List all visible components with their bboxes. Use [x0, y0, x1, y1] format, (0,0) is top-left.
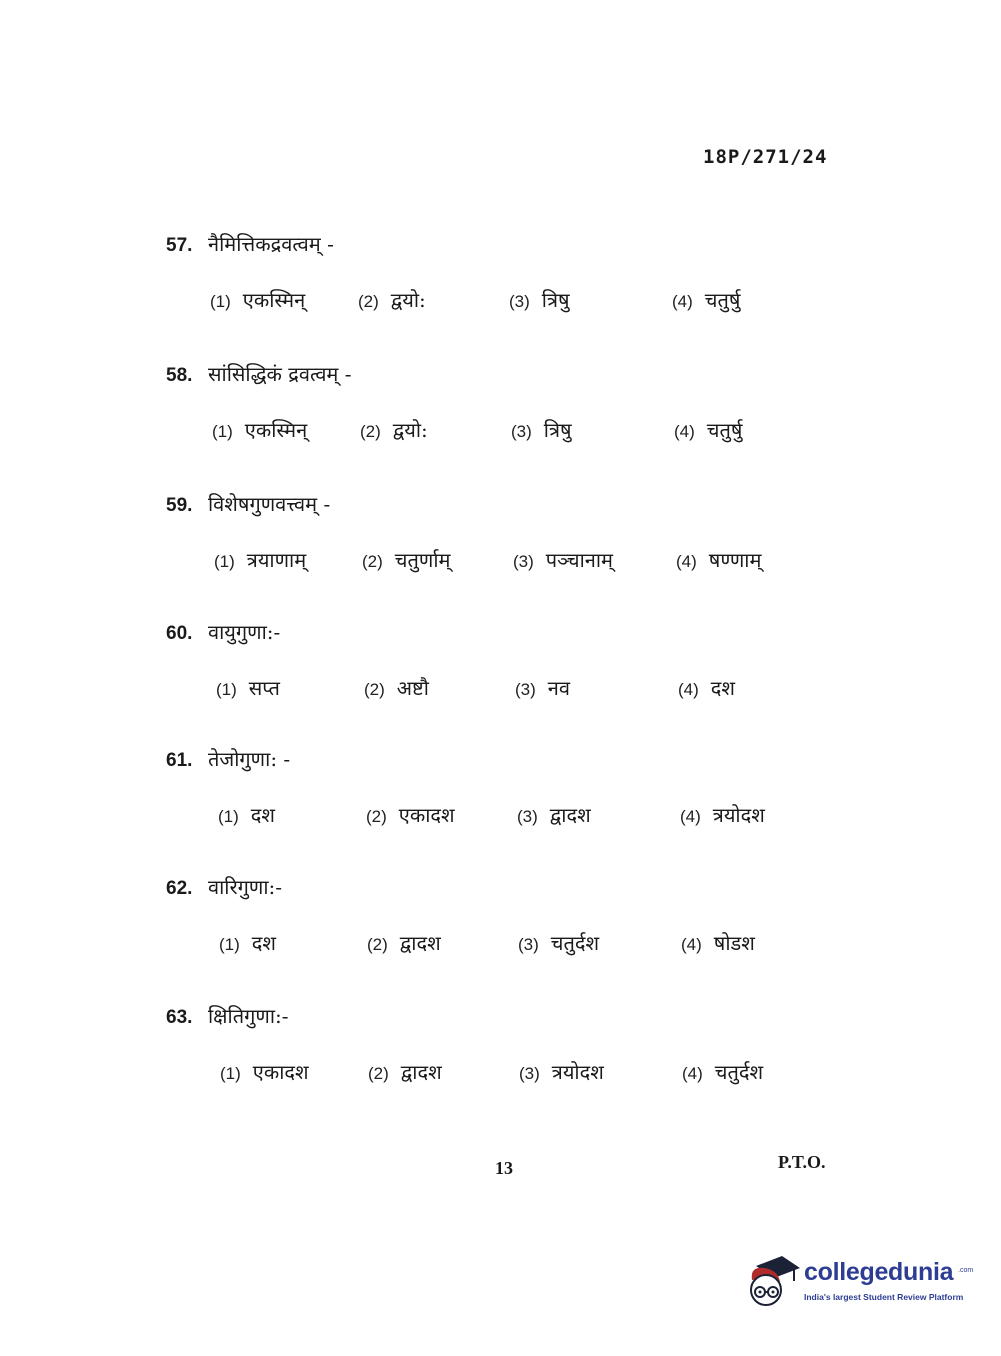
options-row [166, 929, 755, 959]
option-text: षण्णाम् [708, 548, 762, 572]
question-number: 58. [166, 365, 193, 386]
question-number: 57. [166, 235, 193, 256]
option-number: (2) [362, 552, 383, 571]
option-2 [367, 929, 441, 956]
option-3 [517, 801, 591, 828]
option-number: (3) [509, 292, 530, 311]
option-text: चतुर्णाम् [394, 548, 451, 572]
option-text: षोडश [713, 931, 755, 955]
option-number: (4) [682, 1064, 703, 1083]
question-number: 63. [166, 1007, 193, 1028]
option-1 [216, 674, 280, 701]
collegedunia-mascot-icon [742, 1252, 800, 1310]
question-text: क्षितिगुणा:- [208, 1004, 289, 1028]
option-number: (4) [672, 292, 693, 311]
option-number: (4) [678, 680, 699, 699]
option-text: त्रयोदश [551, 1060, 604, 1084]
option-number: (3) [518, 935, 539, 954]
option-1 [219, 929, 276, 956]
option-text: अष्टौ [396, 676, 429, 700]
option-text: द्वयो: [390, 288, 426, 312]
option-3 [518, 929, 599, 956]
option-number: (1) [210, 292, 231, 311]
option-number: (2) [364, 680, 385, 699]
option-text: त्रिषु [541, 288, 570, 312]
option-text: एकस्मिन् [244, 418, 308, 442]
question-text: सांसिद्धिकं द्रवत्वम् - [208, 362, 352, 386]
paper-code: 18P/271/24 [703, 146, 828, 168]
option-2 [368, 1058, 442, 1085]
option-text: त्रयोदश [712, 803, 765, 827]
option-number: (4) [674, 422, 695, 441]
option-text: त्रयाणाम् [246, 548, 307, 572]
option-text: नव [547, 676, 571, 700]
option-text: पञ्चानाम् [545, 548, 614, 572]
option-number: (3) [517, 807, 538, 826]
question-63 [166, 1002, 764, 1088]
option-number: (3) [513, 552, 534, 571]
option-number: (2) [368, 1064, 389, 1083]
options-row [166, 546, 762, 576]
option-1 [212, 416, 307, 443]
option-number: (1) [219, 935, 240, 954]
option-text: एकादश [252, 1060, 309, 1084]
options-row [166, 1058, 764, 1088]
option-text: द्वयो: [392, 418, 428, 442]
option-number: (2) [358, 292, 379, 311]
option-2 [366, 801, 455, 828]
option-number: (4) [676, 552, 697, 571]
brand-name: collegedunia [804, 1258, 954, 1286]
option-text: द्वादश [400, 1060, 442, 1084]
question-62 [166, 873, 755, 959]
option-number: (4) [680, 807, 701, 826]
question-text: विशेषगुणवत्त्वम् - [208, 492, 331, 516]
option-number: (3) [511, 422, 532, 441]
option-4 [680, 801, 765, 828]
option-1 [214, 546, 306, 573]
option-4 [682, 1058, 763, 1085]
option-3 [509, 286, 570, 313]
question-number: 59. [166, 495, 193, 516]
page-number: 13 [495, 1158, 513, 1178]
question-58 [166, 360, 743, 446]
option-text: त्रिषु [543, 418, 572, 442]
collegedunia-watermark [742, 1252, 972, 1312]
option-number: (3) [515, 680, 536, 699]
option-2 [358, 286, 426, 313]
question-number: 60. [166, 623, 193, 644]
option-number: (1) [214, 552, 235, 571]
options-row [166, 416, 743, 446]
option-text: चतुर्दश [714, 1060, 764, 1084]
option-text: द्वादश [399, 931, 441, 955]
option-number: (1) [212, 422, 233, 441]
option-3 [519, 1058, 604, 1085]
options-row [166, 801, 765, 831]
question-60 [166, 618, 736, 704]
option-3 [515, 674, 570, 701]
option-4 [676, 546, 761, 573]
question-text: वायुगुणा:- [208, 620, 281, 644]
option-text: चतुर्षु [706, 418, 743, 442]
question-number: 61. [166, 750, 193, 771]
option-text: एकादश [398, 803, 455, 827]
option-number: (1) [216, 680, 237, 699]
option-text: चतुर्दश [550, 931, 600, 955]
brand-tagline: India's largest Student Review Platform [804, 1292, 964, 1302]
options-row [166, 674, 736, 704]
option-text: दश [250, 803, 276, 827]
question-text: तेजोगुणा: - [208, 747, 291, 771]
question-text: वारिगुणा:- [208, 875, 283, 899]
option-1 [210, 286, 305, 313]
option-number: (4) [681, 935, 702, 954]
question-59 [166, 490, 762, 576]
option-number: (2) [360, 422, 381, 441]
option-4 [681, 929, 755, 956]
pto-label: P.T.O. [778, 1152, 826, 1172]
option-2 [362, 546, 450, 573]
option-text: द्वादश [549, 803, 591, 827]
option-text: दश [251, 931, 277, 955]
option-text: चतुर्षु [704, 288, 741, 312]
question-text: नैमित्तिकद्रवत्वम् - [208, 232, 334, 256]
question-number: 62. [166, 878, 193, 899]
option-4 [678, 674, 735, 701]
option-number: (1) [218, 807, 239, 826]
option-number: (1) [220, 1064, 241, 1083]
option-1 [218, 801, 275, 828]
brand-suffix: .com [958, 1267, 974, 1274]
question-61 [166, 745, 765, 831]
option-4 [674, 416, 742, 443]
options-row [166, 286, 741, 316]
option-text: सप्त [248, 676, 280, 700]
option-text: एकस्मिन् [242, 288, 306, 312]
question-57 [166, 230, 741, 316]
option-number: (3) [519, 1064, 540, 1083]
option-2 [360, 416, 428, 443]
option-3 [513, 546, 613, 573]
option-number: (2) [367, 935, 388, 954]
option-1 [220, 1058, 309, 1085]
option-2 [364, 674, 429, 701]
option-number: (2) [366, 807, 387, 826]
option-text: दश [710, 676, 736, 700]
option-3 [511, 416, 572, 443]
option-4 [672, 286, 740, 313]
